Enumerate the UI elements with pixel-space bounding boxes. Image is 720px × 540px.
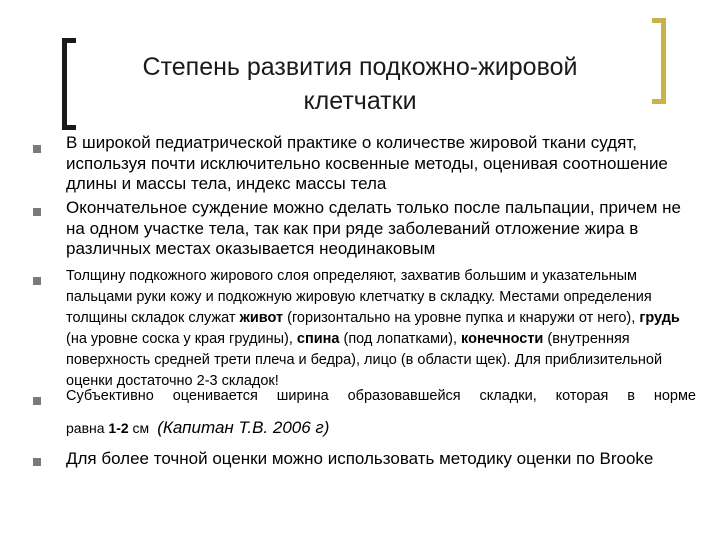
bullet-icon xyxy=(33,458,41,466)
bullet-icon xyxy=(33,277,41,285)
slide-title xyxy=(90,50,630,118)
p4-line-1: Субъективно оценивается ширина образовавшейся складки, которая в норме xyxy=(66,388,696,404)
p3-text-5: (внутренняя поверхность средней трети плеча и бедра), лицо (в области щек). Для приблизительной оценки достаточно 2-3 складок! xyxy=(66,331,663,389)
title-line-2: клетчатки xyxy=(303,87,417,115)
p4-line-2 xyxy=(66,417,696,440)
paragraph-5: Для более точной оценки можно использовать методику оценки по Brooke xyxy=(66,449,654,468)
bullet-icon xyxy=(33,145,41,153)
title-line-1: Степень развития подкожно-жировой xyxy=(142,53,578,81)
p3-text-2: (горизонтально на уровне пупка и кнаружи от него), xyxy=(283,310,640,326)
p3-bold-konechnosti: конечности xyxy=(461,331,544,347)
p3-text-4: (под лопатками), xyxy=(339,331,462,347)
paragraph-2: Окончательное суждение можно сделать только после пальпации, причем не на одном участке тела, так как при ряде заболеваний отложение жира в различных местах оказывается неодинаковым xyxy=(66,198,681,258)
p3-bold-zhivot: живот xyxy=(239,310,284,326)
left-bracket-decoration xyxy=(62,38,76,130)
p3-bold-spina: спина xyxy=(296,331,340,347)
paragraph-4 xyxy=(66,386,696,440)
p4-pre: равна xyxy=(66,420,109,436)
p4-reference: (Капитан Т.В. 2006 г) xyxy=(157,418,330,437)
p4-value: 1-2 xyxy=(108,420,129,436)
paragraph-1: В широкой педиатрической практике о количестве жировой ткани судят, используя почти исключительно косвенные методы, оценивая соотношение длины и массы тела, индекс массы тела xyxy=(66,133,668,193)
bullet-icon xyxy=(33,208,41,216)
p3-text-1: Толщину подкожного жирового слоя определяют, захватив большим и указательным пальцами руки кожу и подкожную жировую клетчатку в складку. Местами определения толщины складок служат xyxy=(66,268,652,326)
paragraph-3 xyxy=(66,266,696,392)
p3-text-3: (на уровне соска у края грудины), xyxy=(66,331,297,347)
right-bracket-decoration xyxy=(652,18,666,104)
p4-unit: см xyxy=(128,420,150,436)
bullet-icon xyxy=(33,397,41,405)
p3-bold-grud: грудь xyxy=(639,310,680,326)
